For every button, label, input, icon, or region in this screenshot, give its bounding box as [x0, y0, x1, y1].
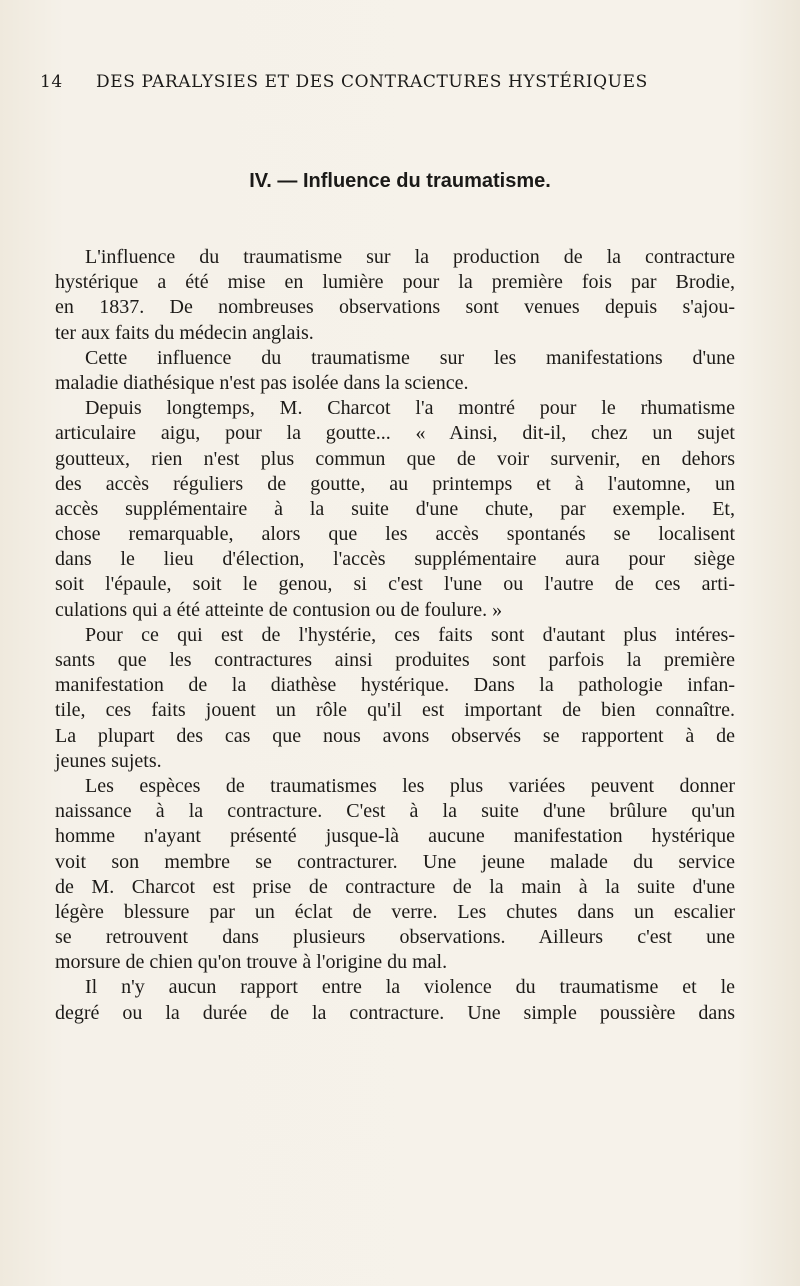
- text-line: tile, ces faits jouent un rôle qu'il est important de bien connaître.: [55, 699, 735, 722]
- text-line: Cette influence du traumatisme sur les manifestations d'une: [85, 346, 735, 369]
- text-line: degré ou la durée de la contracture. Une simple poussière dans: [55, 1001, 735, 1024]
- text-line: chose remarquable, alors que les accès spontanés se localisent: [55, 523, 735, 546]
- running-title: DES PARALYSIES ET DES CONTRACTURES HYSTÉRIQUES: [96, 72, 648, 92]
- text-line: en 1837. De nombreuses observations sont venues depuis s'ajou-: [55, 296, 735, 319]
- text-line: sants que les contractures ainsi produites sont parfois la première: [55, 649, 735, 671]
- page-number: 14: [40, 72, 63, 92]
- text-line: homme n'ayant présenté jusque-là aucune manifestation hystérique: [55, 825, 735, 848]
- text-line: goutteux, rien n'est plus commun que de voir survenir, en dehors: [55, 447, 735, 470]
- text-line: articulaire aigu, pour la goutte... « Ainsi, dit-il, chez un sujet: [55, 422, 735, 445]
- text-line: Pour ce qui est de l'hystérie, ces faits sont d'autant plus intéres-: [85, 623, 735, 646]
- text-line: hystérique a été mise en lumière pour la première fois par Brodie,: [55, 271, 735, 294]
- text-line: Les espèces de traumatismes les plus variées peuvent donner: [85, 774, 735, 797]
- section-title: IV. — Influence du traumatisme.: [249, 170, 551, 192]
- text-line: L'influence du traumatisme sur la production de la contracture: [85, 246, 735, 268]
- running-head: [40, 72, 740, 100]
- text-line: soit l'épaule, soit le genou, si c'est l'une ou l'autre de ces arti-: [55, 573, 735, 596]
- text-line: dans le lieu d'élection, l'accès supplémentaire aura pour siège: [55, 548, 735, 571]
- text-line: naissance à la contracture. C'est à la suite d'une brûlure qu'un: [55, 800, 735, 823]
- text-line: maladie diathésique n'est pas isolée dans la science.: [55, 371, 469, 394]
- text-line: de M. Charcot est prise de contracture de la main à la suite d'une: [55, 875, 735, 898]
- body-text: [55, 245, 735, 1026]
- text-line: se retrouvent dans plusieurs observations. Ailleurs c'est une: [55, 926, 735, 949]
- text-line: La plupart des cas que nous avons observés se rapportent à de: [55, 724, 735, 747]
- text-line: manifestation de la diathèse hystérique. Dans la pathologie infan-: [55, 674, 735, 697]
- text-line: ter aux faits du médecin anglais.: [55, 321, 314, 344]
- text-line: culations qui a été atteinte de contusion ou de foulure. »: [55, 598, 503, 621]
- text-line: morsure de chien qu'on trouve à l'origine du mal.: [55, 951, 448, 974]
- text-line: jeunes sujets.: [55, 749, 162, 772]
- text-line: accès supplémentaire à la suite d'une chute, par exemple. Et,: [55, 497, 735, 520]
- text-line: légère blessure par un éclat de verre. Les chutes dans un escalier: [55, 900, 735, 923]
- text-line: Depuis longtemps, M. Charcot l'a montré pour le rhumatisme: [85, 397, 735, 420]
- text-line: Il n'y aucun rapport entre la violence du traumatisme et le: [85, 976, 735, 999]
- text-line: des accès réguliers de goutte, au printemps et à l'automne, un: [55, 472, 735, 495]
- text-line: voit son membre se contracturer. Une jeune malade du service: [55, 850, 735, 873]
